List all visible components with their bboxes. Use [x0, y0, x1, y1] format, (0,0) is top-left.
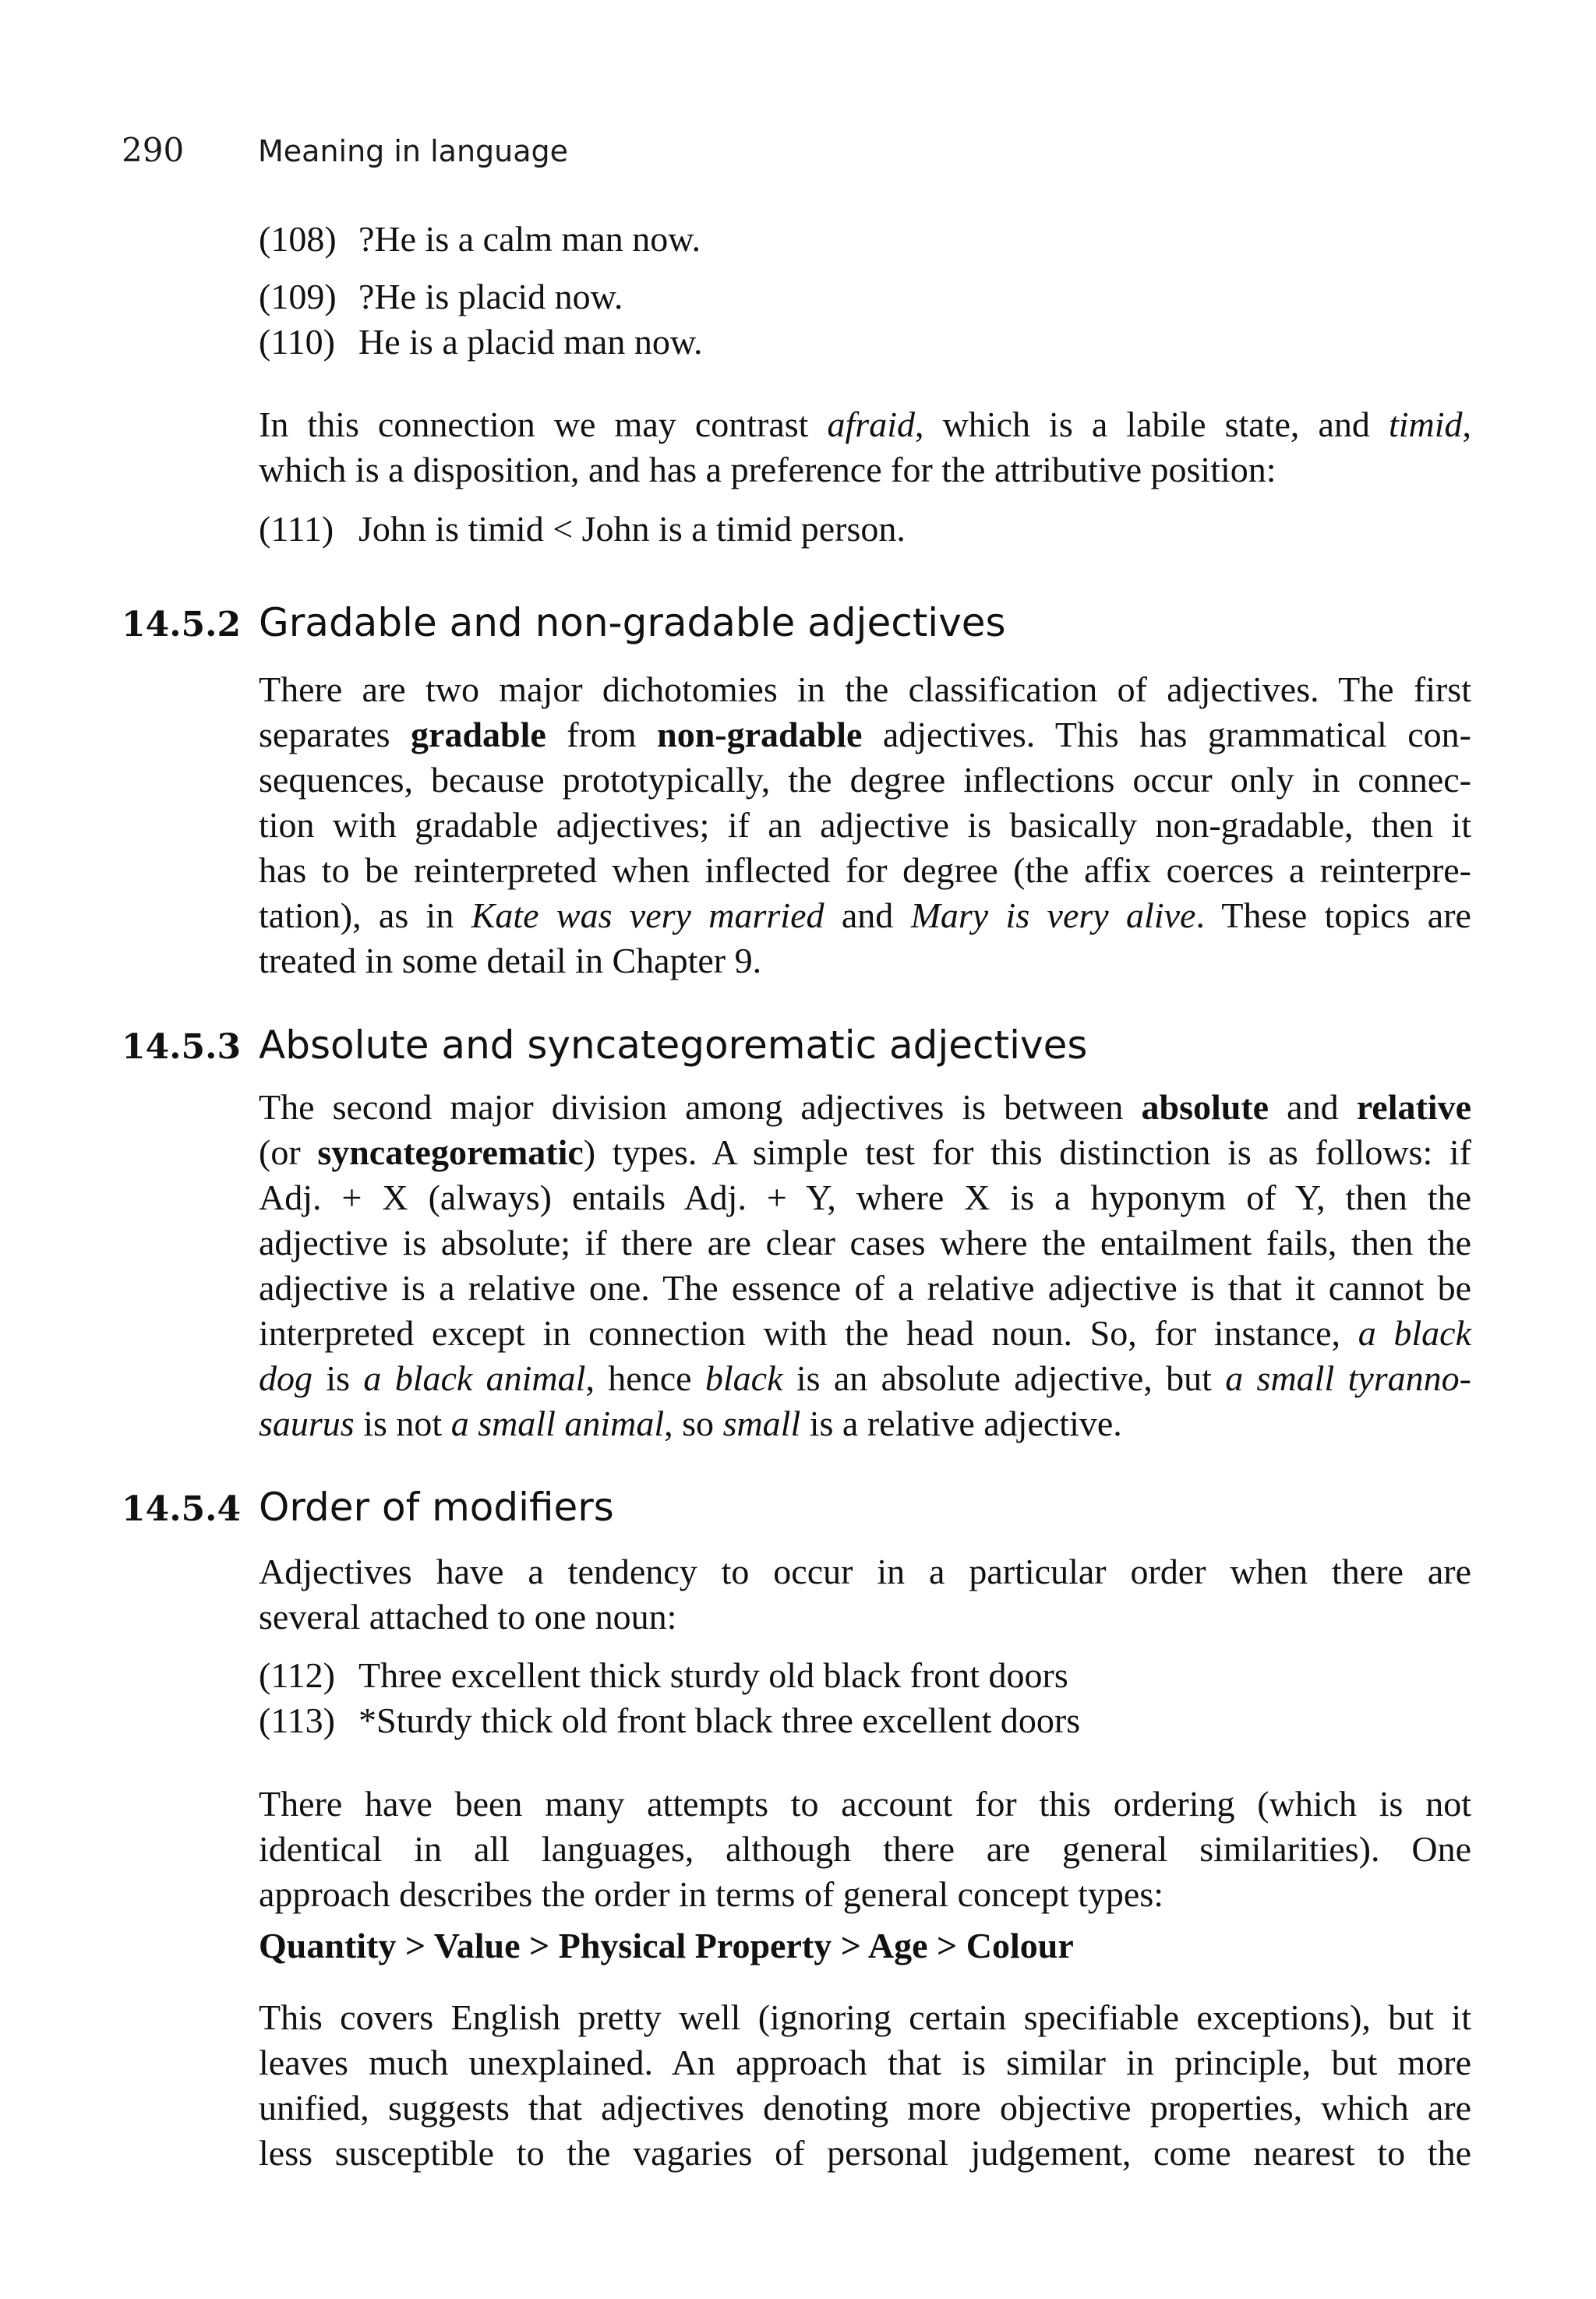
example-111	[259, 507, 906, 552]
section-title: Gradable and non-gradable adjectives	[259, 600, 1006, 645]
text-line: Adjectives have a tendency to occur in a particular order when there are	[259, 1552, 1471, 1591]
section-heading-14-5-4	[122, 1485, 614, 1530]
text-line: There have been many attempts to account for this ordering (which is not	[259, 1784, 1471, 1824]
text-line: (or syncategorematic) types. A simple test for this distinction is as follows: if	[259, 1132, 1471, 1172]
section-number: 14.5.2	[122, 605, 242, 644]
text-line: adjective is a relative one. The essence of a relative adjective is that it cannot be	[259, 1268, 1471, 1308]
text-line: separates gradable from non-gradable adjectives. This has grammatical con-	[259, 715, 1471, 754]
text-line: approach describes the order in terms of general concept types:	[259, 1874, 1164, 1914]
text-line: dog is a black animal, hence black is an absolute adjective, but a small tyranno-	[259, 1358, 1471, 1398]
text-line: saurus is not a small animal, so small is a relative adjective.	[259, 1404, 1122, 1443]
concept-type-order: Quantity > Value > Physical Property > Age > Colour	[259, 1926, 1074, 1965]
example-text: ?He is placid now.	[358, 277, 623, 316]
paragraph-absolute	[259, 1085, 1471, 1446]
text-line: The second major division among adjectives is between absolute and relative	[259, 1087, 1471, 1127]
text-line: several attached to one noun:	[259, 1597, 677, 1637]
example-text: *Sturdy thick old front black three excellent doors	[358, 1700, 1081, 1740]
example-text: ?He is a calm man now.	[358, 219, 701, 259]
section-number: 14.5.3	[122, 1027, 242, 1067]
text-line: tion with gradable adjectives; if an adjective is basically non-gradable, then it	[259, 805, 1471, 845]
paragraph-labile-state	[259, 402, 1471, 493]
example-112	[259, 1653, 1068, 1698]
text-line: There are two major dichotomies in the classification of adjectives. The first	[259, 669, 1471, 709]
text-line: less susceptible to the vagaries of personal judgement, come nearest to the	[259, 2133, 1471, 2173]
text-line: unified, suggests that adjectives denoting more objective properties, which are	[259, 2088, 1471, 2128]
section-heading-14-5-2	[122, 600, 1006, 645]
text-line: identical in all languages, although there are general similarities). One	[259, 1829, 1471, 1869]
section-number: 14.5.4	[122, 1489, 242, 1529]
paragraph-gradable	[259, 667, 1471, 984]
chapter-title: Meaning in language	[258, 134, 569, 168]
text-line: Adj. + X (always) entails Adj. + Y, where X is a hyponym of Y, then the	[259, 1178, 1471, 1217]
paragraph-ordering-attempts	[259, 1782, 1471, 1917]
section-title: Order of modifiers	[259, 1485, 614, 1530]
text-line: In this connection we may contrast afraid, which is a labile state, and timid,	[259, 404, 1471, 444]
example-text: He is a placid man now.	[358, 322, 703, 362]
example-number: (108)	[259, 219, 337, 259]
text-line: sequences, because prototypically, the degree inflections occur only in connec-	[259, 760, 1471, 800]
text-line: adjective is absolute; if there are clear cases where the entailment fails, then the	[259, 1223, 1471, 1263]
example-110	[259, 320, 703, 365]
text-line: leaves much unexplained. An approach that is similar in principle, but more	[259, 2043, 1471, 2082]
page-number: 290	[122, 131, 185, 169]
text-line: interpreted except in connection with the head noun. So, for instance, a black	[259, 1313, 1471, 1353]
section-title: Absolute and syncategorematic adjectives	[259, 1022, 1088, 1068]
example-109	[259, 274, 623, 320]
example-number: (110)	[259, 322, 335, 362]
example-number: (111)	[259, 509, 334, 549]
running-head	[122, 131, 568, 169]
text-line: This covers English pretty well (ignoring certain specifiable exceptions), but it	[259, 1997, 1471, 2037]
section-heading-14-5-3	[122, 1022, 1087, 1068]
example-108	[259, 217, 701, 262]
paragraph-order-intro	[259, 1549, 1471, 1640]
example-number: (112)	[259, 1655, 335, 1695]
example-text: John is timid < John is a timid person.	[358, 509, 906, 549]
example-number: (113)	[259, 1700, 335, 1740]
text-line: treated in some detail in Chapter 9.	[259, 941, 762, 980]
example-text: Three excellent thick sturdy old black front doors	[358, 1655, 1068, 1695]
text-line: which is a disposition, and has a preference for the attributive position:	[259, 450, 1276, 489]
text-line: tation), as in Kate was very married and Mary is very alive. These topics are	[259, 895, 1471, 935]
paragraph-covers-english	[259, 1995, 1471, 2176]
text-line: has to be reinterpreted when inflected for degree (the affix coerces a reinterpre-	[259, 850, 1471, 890]
example-113	[259, 1698, 1080, 1743]
example-number: (109)	[259, 277, 337, 316]
